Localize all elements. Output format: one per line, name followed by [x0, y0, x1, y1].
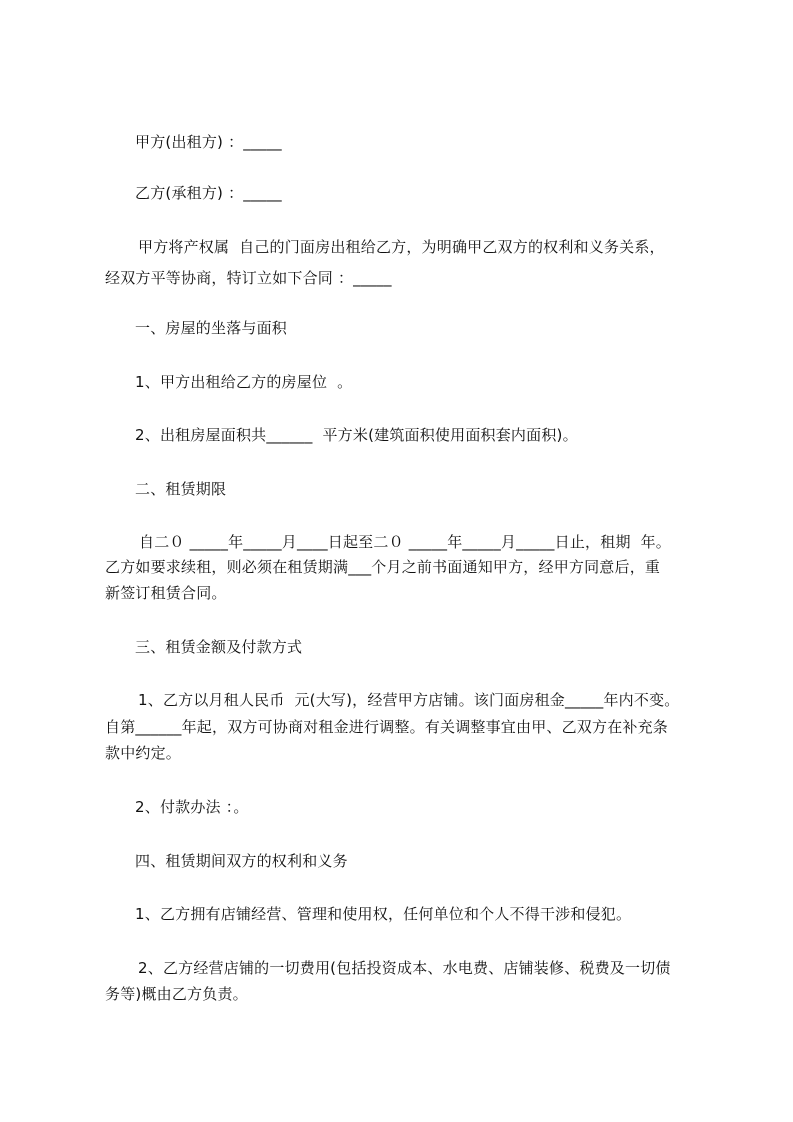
party-b-line: 乙方(承租方) ：_____: [135, 184, 282, 202]
section-2-heading: 二、租赁期限: [135, 480, 227, 498]
intro-paragraph-line-2: 经双方平等协商，特订立如下合同 ：_____: [105, 269, 392, 287]
intro-paragraph-line-1: 甲方将产权属 自己的门面房出租给乙方，为明确甲乙双方的权利和义务关系，: [138, 238, 665, 256]
section-1-item-2: 2、出租房屋面积共______ 平方米(建筑面积使用面积套内面积)。: [135, 426, 578, 444]
section-3-paragraph-line-2: 自第______年起，双方可协商对租金进行调整。有关调整事宜由甲、乙双方在补充条: [105, 718, 669, 736]
section-2-paragraph-line-2: 乙方如要求续租，则必须在租赁期满___个月之前书面通知甲方，经甲方同意后，重: [105, 558, 661, 576]
section-4-item-2-line-2: 务等)概由乙方负责。: [105, 985, 248, 1003]
section-4-item-2-line-1: 2、乙方经营店铺的一切费用(包括投资成本、水电费、店铺装修、税费及一切债: [138, 959, 671, 977]
party-a-line: 甲方(出租方) ：_____: [135, 133, 282, 151]
section-3-paragraph-line-1: 1、乙方以月租人民币 元(大写)，经营甲方店铺。该门面房租金_____年内不变。: [138, 691, 680, 709]
section-4-item-1: 1、乙方拥有店铺经营、管理和使用权，任何单位和个人不得干涉和侵犯。: [135, 905, 632, 923]
section-3-heading: 三、租赁金额及付款方式: [135, 638, 303, 656]
section-1-heading: 一、房屋的坐落与面积: [135, 319, 288, 337]
section-4-heading: 四、租赁期间双方的权利和义务: [135, 852, 348, 870]
section-2-paragraph-line-3: 新签订租赁合同。: [105, 584, 227, 602]
section-3-paragraph-line-3: 款中约定。: [105, 744, 182, 762]
section-3-item-2: 2、付款办法 ：。: [135, 798, 249, 816]
section-2-paragraph-line-1: 自二０ _____年_____月____日起至二０ _____年_____月_____日止，租期 年。: [139, 533, 671, 551]
section-1-item-1: 1、甲方出租给乙方的房屋位 。: [135, 373, 353, 391]
